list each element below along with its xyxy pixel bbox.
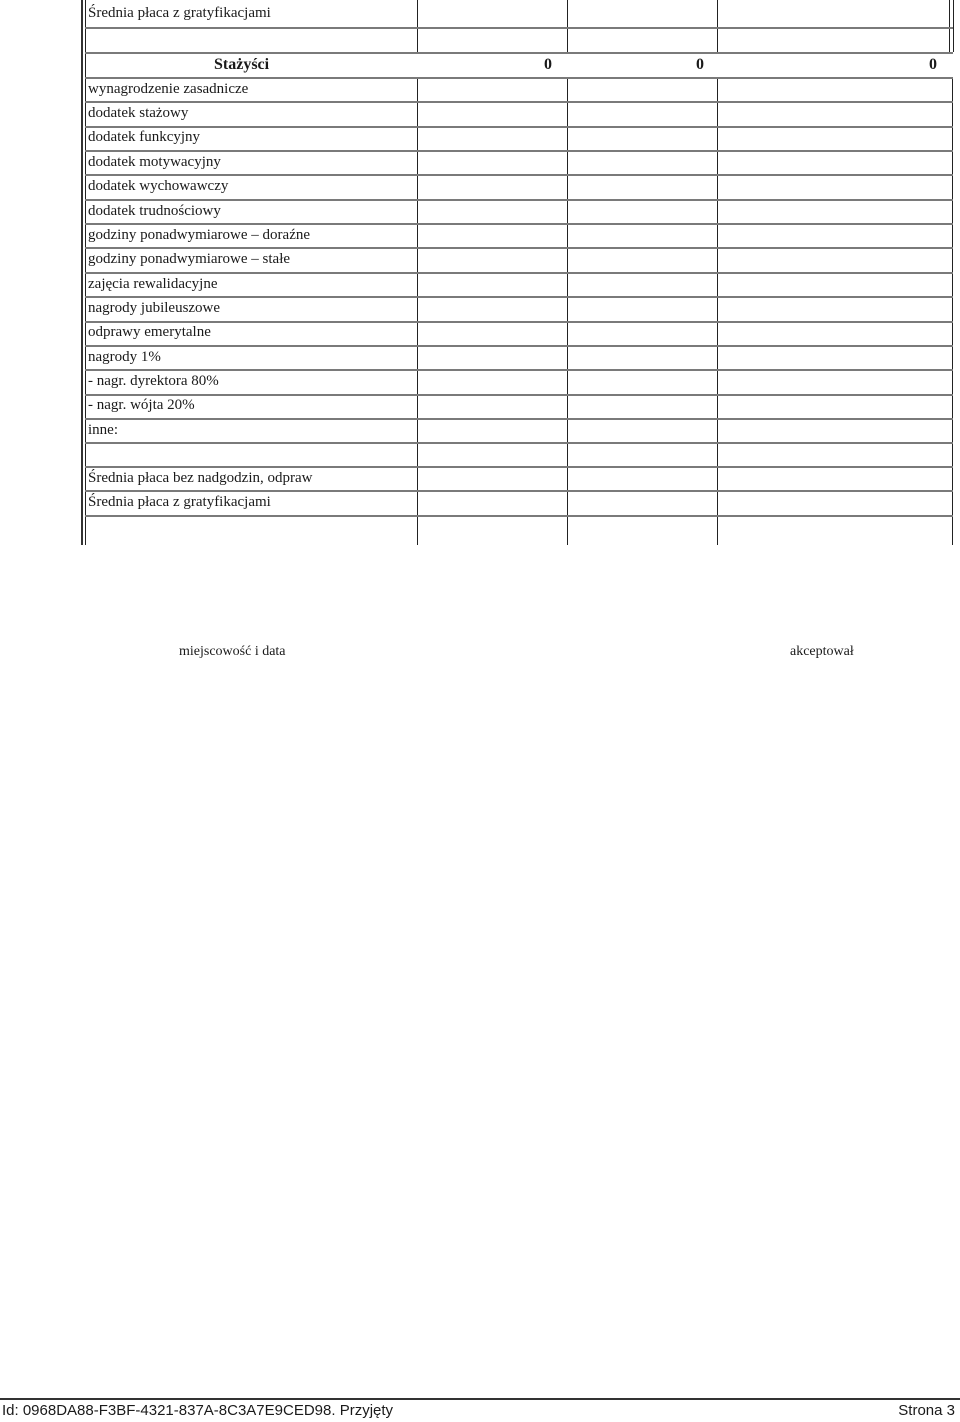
row-label: dodatek wychowawczy xyxy=(88,178,229,194)
section-title: Stażyści xyxy=(214,56,270,73)
row-label: - nagr. wójta 20% xyxy=(88,397,195,413)
row-label: zajęcia rewalidacyjne xyxy=(88,276,218,292)
column-divider xyxy=(567,0,568,52)
row-divider xyxy=(85,150,953,152)
row-divider xyxy=(85,52,953,54)
row-divider xyxy=(85,101,953,103)
row-label: inne: xyxy=(88,422,118,438)
table-left-border xyxy=(81,0,83,545)
signature-place-date: miejscowość i data xyxy=(179,644,286,659)
table-right-border xyxy=(949,0,950,52)
row-label: wynagrodzenie zasadnicze xyxy=(88,81,249,97)
row-divider xyxy=(85,199,953,201)
row-divider xyxy=(85,296,953,298)
column-divider xyxy=(417,0,418,52)
column-divider xyxy=(567,78,568,545)
row-divider xyxy=(85,418,953,420)
top-row-label: Średnia płaca z gratyfikacjami xyxy=(88,5,271,21)
row-label: dodatek trudnościowy xyxy=(88,203,221,219)
column-divider xyxy=(417,78,418,545)
row-divider xyxy=(85,490,953,492)
row-divider xyxy=(85,442,953,444)
row-divider xyxy=(85,321,953,323)
row-label: godziny ponadwymiarowe – stałe xyxy=(88,251,291,267)
row-divider xyxy=(85,174,953,176)
row-divider xyxy=(85,369,953,371)
row-divider xyxy=(85,394,953,396)
section-total-1: 0 xyxy=(544,56,552,73)
row-divider xyxy=(85,345,953,347)
summary-row-label: Średnia płaca bez nadgodzin, odpraw xyxy=(88,470,313,486)
row-divider xyxy=(85,77,953,79)
row-label: - nagr. dyrektora 80% xyxy=(88,373,219,389)
section-total-3: 0 xyxy=(929,56,937,73)
row-divider xyxy=(85,466,953,468)
row-label: dodatek funkcyjny xyxy=(88,129,201,145)
table-right-border-inner xyxy=(953,0,954,52)
column-divider xyxy=(717,78,718,545)
row-label: nagrody jubileuszowe xyxy=(88,300,221,316)
row-divider xyxy=(85,247,953,249)
summary-row-label: Średnia płaca z gratyfikacjami xyxy=(88,494,271,510)
row-divider xyxy=(85,126,953,128)
row-divider xyxy=(85,27,953,29)
document-id: Id: 0968DA88-F3BF-4321-837A-8C3A7E9CED98. Przyjęty xyxy=(2,1402,394,1419)
row-label: godziny ponadwymiarowe – doraźne xyxy=(88,227,311,243)
row-label: nagrody 1% xyxy=(88,349,161,365)
table-right-border xyxy=(952,78,953,545)
row-divider xyxy=(85,272,953,274)
section-total-2: 0 xyxy=(696,56,704,73)
footer-divider xyxy=(0,1398,960,1400)
row-label: dodatek motywacyjny xyxy=(88,154,221,170)
column-divider xyxy=(717,0,718,52)
row-label: odprawy emerytalne xyxy=(88,324,211,340)
row-label: dodatek stażowy xyxy=(88,105,189,121)
row-divider xyxy=(85,223,953,225)
row-divider xyxy=(85,515,953,517)
page-number: Strona 3 xyxy=(898,1402,955,1419)
signature-accepted: akceptował xyxy=(790,644,854,659)
